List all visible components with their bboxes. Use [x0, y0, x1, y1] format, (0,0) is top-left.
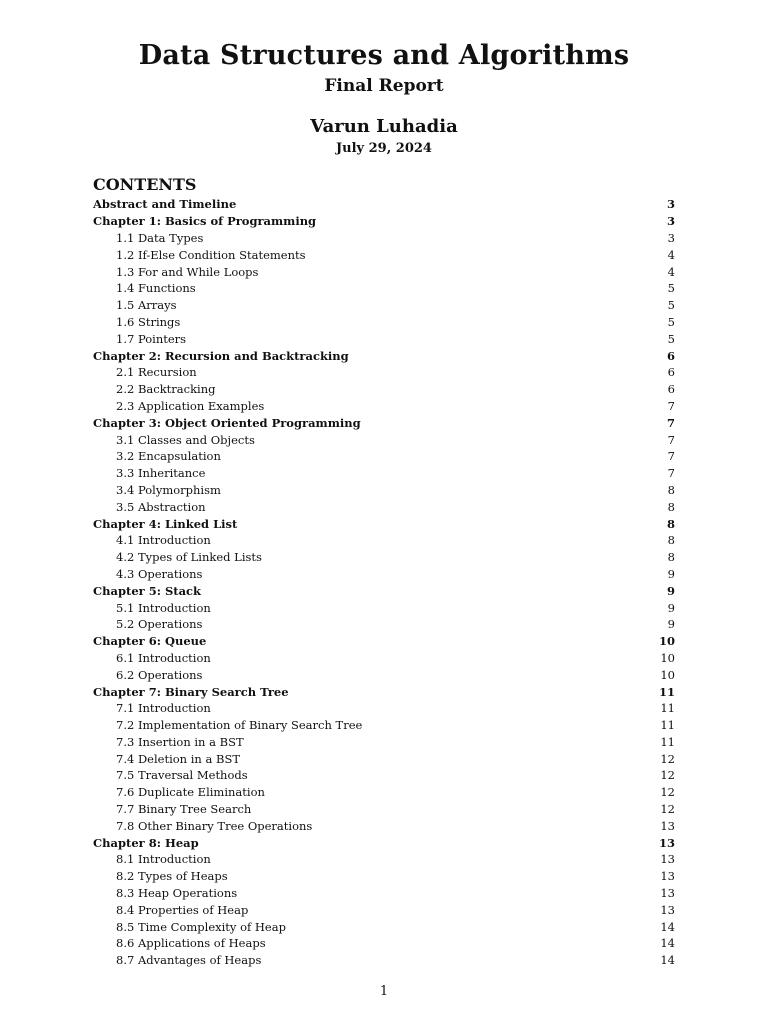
toc-entry-page: 6: [666, 348, 675, 363]
toc-entry-page: 3: [666, 214, 675, 229]
toc-section-entry[interactable]: [93, 650, 675, 667]
toc-section-entry[interactable]: [93, 767, 675, 784]
toc-entry-page: 8: [667, 482, 675, 497]
toc-entry-page: 14: [660, 936, 675, 951]
toc-entry-page: 3: [666, 197, 675, 212]
toc-entry-label: 3.5 Abstraction: [116, 499, 206, 514]
toc-entry-label: 2.2 Backtracking: [116, 382, 216, 397]
toc-chapter-entry[interactable]: [93, 347, 675, 364]
toc-entry-label: 3.1 Classes and Objects: [116, 432, 255, 447]
toc-entry-label: 8.3 Heap Operations: [116, 886, 238, 901]
toc-chapter-entry[interactable]: [93, 414, 675, 431]
toc-entry-label: 1.3 For and While Loops: [116, 264, 259, 279]
toc-entry-label: Chapter 7: Binary Search Tree: [93, 684, 289, 699]
toc-entry-page: 13: [660, 869, 675, 884]
toc-section-entry[interactable]: [93, 666, 675, 683]
toc-chapter-entry[interactable]: [93, 582, 675, 599]
toc-entry-page: 5: [667, 281, 675, 296]
toc-entry-page: 10: [660, 667, 675, 682]
toc-entry-page: 7: [667, 432, 675, 447]
toc-section-entry[interactable]: [93, 230, 675, 247]
toc-section-entry[interactable]: [93, 599, 675, 616]
document-date: July 29, 2024: [336, 141, 432, 156]
toc-entry-label: 1.5 Arrays: [116, 298, 177, 313]
toc-section-entry[interactable]: [93, 717, 675, 734]
toc-entry-label: 1.4 Functions: [116, 281, 196, 296]
toc-entry-page: 10: [660, 650, 675, 665]
toc-chapter-entry[interactable]: [93, 213, 675, 230]
page-number: 1: [379, 984, 389, 999]
toc-entry-label: 5.2 Operations: [116, 617, 203, 632]
toc-entry-page: 14: [660, 919, 675, 934]
toc-entry-label: Chapter 1: Basics of Programming: [93, 214, 317, 229]
toc-section-entry[interactable]: [93, 901, 675, 918]
toc-entry-page: 7: [667, 449, 675, 464]
toc-entry-label: 8.7 Advantages of Heaps: [116, 953, 262, 968]
toc-entry-page: 12: [660, 785, 675, 800]
toc-entry-label: 1.1 Data Types: [116, 230, 204, 245]
toc-entry-page: 9: [667, 566, 675, 581]
toc-section-entry[interactable]: [93, 952, 675, 969]
toc-entry-label: 1.6 Strings: [116, 314, 181, 329]
toc-entry-page: 5: [667, 331, 675, 346]
toc-section-entry[interactable]: [93, 431, 675, 448]
toc-entry-label: 3.3 Inheritance: [116, 466, 206, 481]
toc-entry-label: Chapter 5: Stack: [93, 583, 201, 598]
toc-entry-page: 11: [660, 701, 675, 716]
toc-entry-label: 7.7 Binary Tree Search: [116, 802, 252, 817]
toc-entry-label: 1.7 Pointers: [116, 331, 187, 346]
toc-entry-page: 10: [658, 634, 675, 649]
toc-entry-page: 4: [667, 264, 675, 279]
toc-entry-page: 5: [667, 298, 675, 313]
toc-entry-label: 7.6 Duplicate Elimination: [116, 785, 265, 800]
toc-chapter-entry[interactable]: [93, 834, 675, 851]
toc-entry-page: 8: [667, 550, 675, 565]
table-of-contents: [93, 196, 675, 969]
toc-entry-page: 13: [660, 902, 675, 917]
toc-entry-label: 8.5 Time Complexity of Heap: [116, 919, 286, 934]
document-author: Varun Luhadia: [310, 116, 458, 137]
toc-section-entry[interactable]: [93, 330, 675, 347]
toc-entry-label: 2.1 Recursion: [116, 365, 197, 380]
toc-entry-page: 12: [660, 802, 675, 817]
toc-section-entry[interactable]: [93, 868, 675, 885]
toc-section-entry[interactable]: [93, 801, 675, 818]
toc-entry-page: 6: [667, 365, 675, 380]
toc-section-entry[interactable]: [93, 784, 675, 801]
toc-entry-page: 9: [667, 600, 675, 615]
toc-chapter-entry[interactable]: [93, 683, 675, 700]
toc-entry-label: Chapter 8: Heap: [93, 835, 199, 850]
toc-entry-label: Chapter 6: Queue: [93, 634, 207, 649]
toc-entry-page: 13: [660, 886, 675, 901]
toc-entry-page: 12: [660, 768, 675, 783]
toc-section-entry[interactable]: [93, 246, 675, 263]
toc-entry-label: 6.2 Operations: [116, 667, 203, 682]
toc-section-entry[interactable]: [93, 498, 675, 515]
toc-entry-page: 9: [666, 583, 675, 598]
toc-entry-label: 7.2 Implementation of Binary Search Tree: [116, 718, 363, 733]
toc-entry-page: 14: [660, 953, 675, 968]
toc-chapter-entry[interactable]: [93, 196, 675, 213]
toc-entry-page: 5: [667, 314, 675, 329]
contents-heading: CONTENTS: [93, 175, 197, 194]
toc-entry-label: 7.3 Insertion in a BST: [116, 734, 244, 749]
toc-entry-label: Chapter 2: Recursion and Backtracking: [93, 348, 349, 363]
toc-entry-label: 2.3 Application Examples: [116, 398, 265, 413]
toc-section-entry[interactable]: [93, 398, 675, 415]
toc-section-entry[interactable]: [93, 280, 675, 297]
toc-section-entry[interactable]: [93, 885, 675, 902]
toc-section-entry[interactable]: [93, 734, 675, 751]
toc-entry-label: 4.3 Operations: [116, 566, 203, 581]
toc-section-entry[interactable]: [93, 700, 675, 717]
toc-entry-page: 11: [660, 718, 675, 733]
toc-entry-label: Abstract and Timeline: [93, 197, 237, 212]
document-subtitle: Final Report: [324, 76, 444, 96]
toc-entry-page: 7: [666, 415, 675, 430]
toc-entry-label: 8.2 Types of Heaps: [116, 869, 228, 884]
toc-section-entry[interactable]: [93, 532, 675, 549]
toc-entry-page: 8: [666, 516, 675, 531]
toc-entry-page: 13: [660, 852, 675, 867]
toc-entry-page: 13: [658, 835, 675, 850]
toc-entry-label: 8.1 Introduction: [116, 852, 211, 867]
toc-section-entry[interactable]: [93, 448, 675, 465]
toc-section-entry[interactable]: [93, 314, 675, 331]
toc-section-entry[interactable]: [93, 549, 675, 566]
toc-section-entry[interactable]: [93, 851, 675, 868]
document-title: Data Structures and Algorithms: [138, 40, 630, 71]
toc-section-entry[interactable]: [93, 297, 675, 314]
toc-entry-label: 8.6 Applications of Heaps: [116, 936, 266, 951]
toc-entry-page: 8: [667, 533, 675, 548]
toc-entry-page: 6: [667, 382, 675, 397]
toc-section-entry[interactable]: [93, 381, 675, 398]
toc-section-entry[interactable]: [93, 566, 675, 583]
toc-entry-label: 1.2 If-Else Condition Statements: [116, 247, 306, 262]
toc-section-entry[interactable]: [93, 935, 675, 952]
toc-entry-page: 7: [667, 398, 675, 413]
toc-entry-page: 11: [660, 734, 675, 749]
toc-entry-page: 3: [667, 230, 675, 245]
toc-entry-label: 3.4 Polymorphism: [116, 482, 221, 497]
toc-entry-page: 11: [658, 684, 675, 699]
toc-entry-page: 13: [660, 818, 675, 833]
toc-section-entry[interactable]: [93, 263, 675, 280]
toc-section-entry[interactable]: [93, 465, 675, 482]
toc-entry-label: 7.1 Introduction: [116, 701, 211, 716]
toc-entry-label: Chapter 3: Object Oriented Programming: [93, 415, 361, 430]
toc-entry-label: 7.5 Traversal Methods: [116, 768, 248, 783]
toc-entry-label: 3.2 Encapsulation: [116, 449, 221, 464]
toc-entry-page: 9: [667, 617, 675, 632]
toc-entry-label: 5.1 Introduction: [116, 600, 211, 615]
toc-entry-label: 7.4 Deletion in a BST: [116, 751, 240, 766]
toc-entry-label: 4.2 Types of Linked Lists: [116, 550, 262, 565]
toc-section-entry[interactable]: [93, 750, 675, 767]
toc-section-entry[interactable]: [93, 616, 675, 633]
toc-section-entry[interactable]: [93, 364, 675, 381]
toc-section-entry[interactable]: [93, 817, 675, 834]
toc-entry-label: Chapter 4: Linked List: [93, 516, 238, 531]
toc-section-entry[interactable]: [93, 482, 675, 499]
toc-entry-label: 7.8 Other Binary Tree Operations: [116, 818, 313, 833]
toc-chapter-entry[interactable]: [93, 515, 675, 532]
toc-entry-label: 6.1 Introduction: [116, 650, 211, 665]
toc-section-entry[interactable]: [93, 918, 675, 935]
toc-entry-label: 4.1 Introduction: [116, 533, 211, 548]
toc-entry-page: 4: [667, 247, 675, 262]
toc-entry-page: 8: [667, 499, 675, 514]
toc-entry-label: 8.4 Properties of Heap: [116, 902, 249, 917]
toc-entry-page: 7: [667, 466, 675, 481]
toc-chapter-entry[interactable]: [93, 633, 675, 650]
toc-entry-page: 12: [660, 751, 675, 766]
